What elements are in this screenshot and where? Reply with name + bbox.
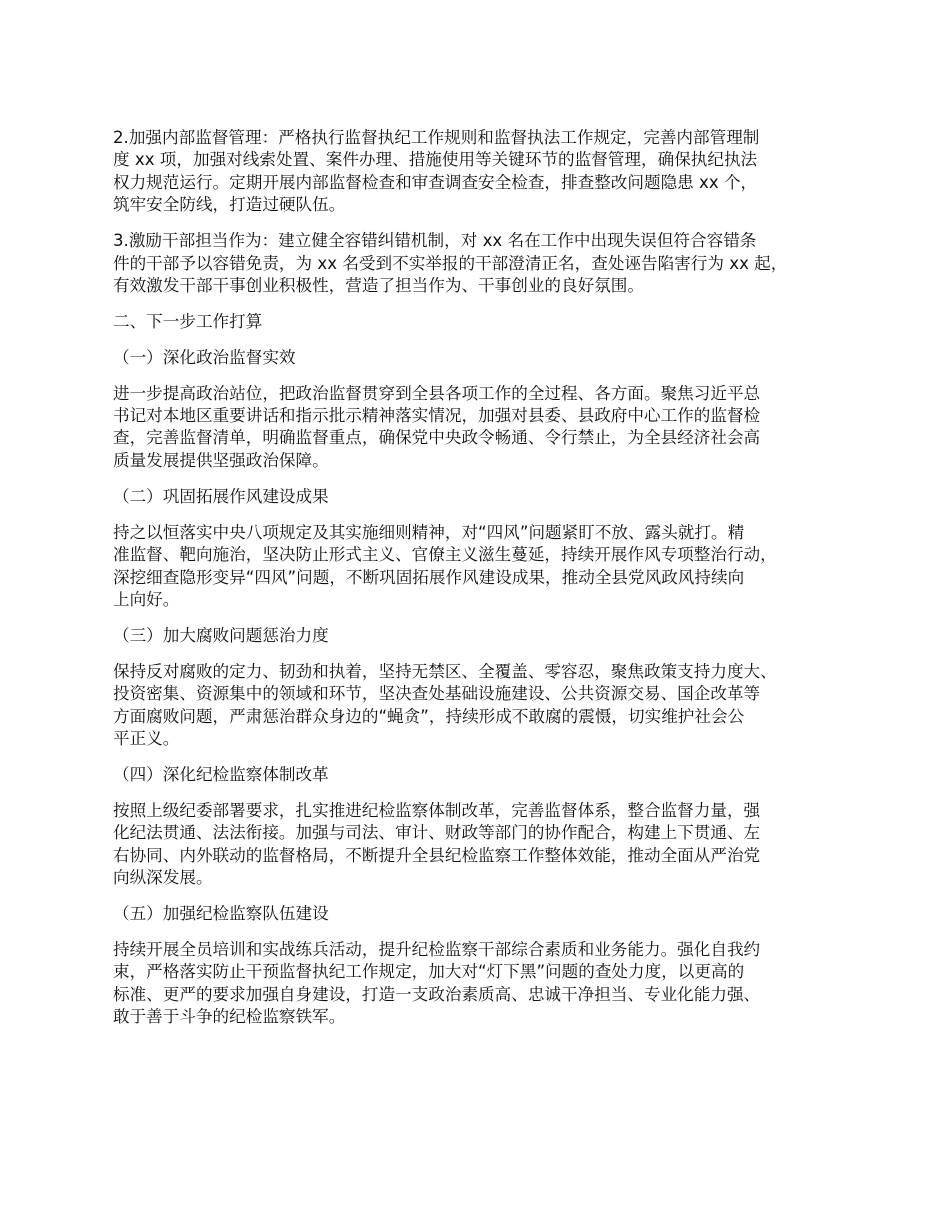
- text-line: 按照上级纪委部署要求，扎实推进纪检监察体制改革，完善监督体系，整合监督力量，强: [113, 800, 761, 820]
- text-line: 上向好。: [113, 589, 180, 609]
- subheading-anti-corruption: [113, 625, 855, 647]
- document-body: [113, 127, 855, 1042]
- text-line: 深挖细查隐形变异“四风”问题，不断巩固拓展作风建设成果，推动全县党风政风持续向: [113, 567, 745, 587]
- text-line: 标准、更严的要求加强自身建设，打造一支政治素质高、忠诚干净担当、专业化能力强、: [113, 984, 761, 1004]
- text-line: 准监督、靶向施治，坚决防止形式主义、官僚主义滋生蔓延，持续开展作风专项整治行动，: [113, 545, 777, 565]
- paragraph-anti-corruption: [113, 661, 855, 751]
- paragraph-motivate-cadres: [113, 230, 855, 297]
- heading-text: （一）深化政治监督实效: [113, 347, 296, 367]
- text-line: 质量发展提供坚强政治保障。: [113, 450, 329, 470]
- text-line: 3.激励干部担当作为：建立健全容错纠错机制，对 xx 名在工作中出现失误但符合容错条: [113, 231, 757, 251]
- paragraph-internal-supervision: [113, 127, 855, 217]
- text-line: 权力规范运行。定期开展内部监督检查和审查调查安全检查，排查整改问题隐患 xx 个，: [113, 172, 758, 192]
- text-line: 进一步提高政治站位，把政治监督贯穿到全县各项工作的全过程、各方面。聚焦习近平总: [113, 383, 761, 403]
- paragraph-political-supervision: [113, 383, 855, 473]
- text-line: 查，完善监督清单，明确监督重点，确保党中央政令畅通、令行禁止，为全县经济社会高: [113, 428, 761, 448]
- text-line: 保持反对腐败的定力、韧劲和执着，坚持无禁区、全覆盖、零容忍，聚焦政策支持力度大、: [113, 661, 777, 681]
- text-line: 平正义。: [113, 728, 180, 748]
- subheading-team-building: [113, 903, 855, 925]
- heading-text: （三）加大腐败问题惩治力度: [113, 625, 329, 645]
- text-line: 度 xx 项，加强对线索处置、案件办理、措施使用等关键环节的监督管理，确保执纪执法: [113, 150, 758, 170]
- text-line: 敢于善于斗争的纪检监察铁军。: [113, 1007, 346, 1026]
- text-line: 持续开展全员培训和实战练兵活动，提升纪检监察干部综合素质和业务能力。强化自我约: [113, 939, 761, 959]
- section-heading-next-steps: [113, 311, 855, 333]
- text-line: 书记对本地区重要讲话和指示批示精神落实情况，加强对县委、县政府中心工作的监督检: [113, 406, 761, 426]
- text-line: 右协同、内外联动的监督格局，不断提升全县纪检监察工作整体效能，推动全面从严治党: [113, 845, 761, 865]
- heading-text: （二）巩固拓展作风建设成果: [113, 486, 329, 506]
- text-line: 投资密集、资源集中的领域和环节，坚决查处基础设施建设、公共资源交易、国企改革等: [113, 684, 761, 704]
- heading-text: 二、下一步工作打算: [113, 311, 263, 331]
- text-line: 化纪法贯通、法法衔接。加强与司法、审计、财政等部门的协作配合，构建上下贯通、左: [113, 823, 761, 843]
- subheading-work-style: [113, 486, 855, 508]
- paragraph-work-style: [113, 522, 855, 612]
- text-line: 持之以恒落实中央八项规定及其实施细则精神，对“四风”问题紧盯不放、露头就打。精: [113, 522, 745, 542]
- paragraph-system-reform: [113, 800, 855, 890]
- subheading-system-reform: [113, 764, 855, 786]
- text-line: 件的干部予以容错免责，为 xx 名受到不实举报的干部澄清正名，查处诬告陷害行为 xx 起，: [113, 253, 788, 273]
- text-line: 筑牢安全防线，打造过硬队伍。: [113, 195, 346, 215]
- text-line: 向纵深发展。: [113, 867, 213, 887]
- heading-text: （五）加强纪检监察队伍建设: [113, 903, 329, 923]
- text-line: 有效激发干部干事创业积极性，营造了担当作为、干事创业的良好氛围。: [113, 275, 644, 295]
- text-line: 2.加强内部监督管理：严格执行监督执纪工作规则和监督执法工作规定，完善内部管理制: [113, 128, 760, 147]
- text-line: 方面腐败问题，严肃惩治群众身边的“蝇贪”，持续形成不敢腐的震慑，切实维护社会公: [113, 706, 745, 726]
- paragraph-team-building: [113, 939, 855, 1029]
- heading-text: （四）深化纪检监察体制改革: [113, 764, 329, 784]
- text-line: 束，严格落实防止干预监督执纪工作规定，加大对“灯下黑”问题的查处力度，以更高的: [113, 962, 745, 982]
- subheading-political-supervision: [113, 347, 855, 369]
